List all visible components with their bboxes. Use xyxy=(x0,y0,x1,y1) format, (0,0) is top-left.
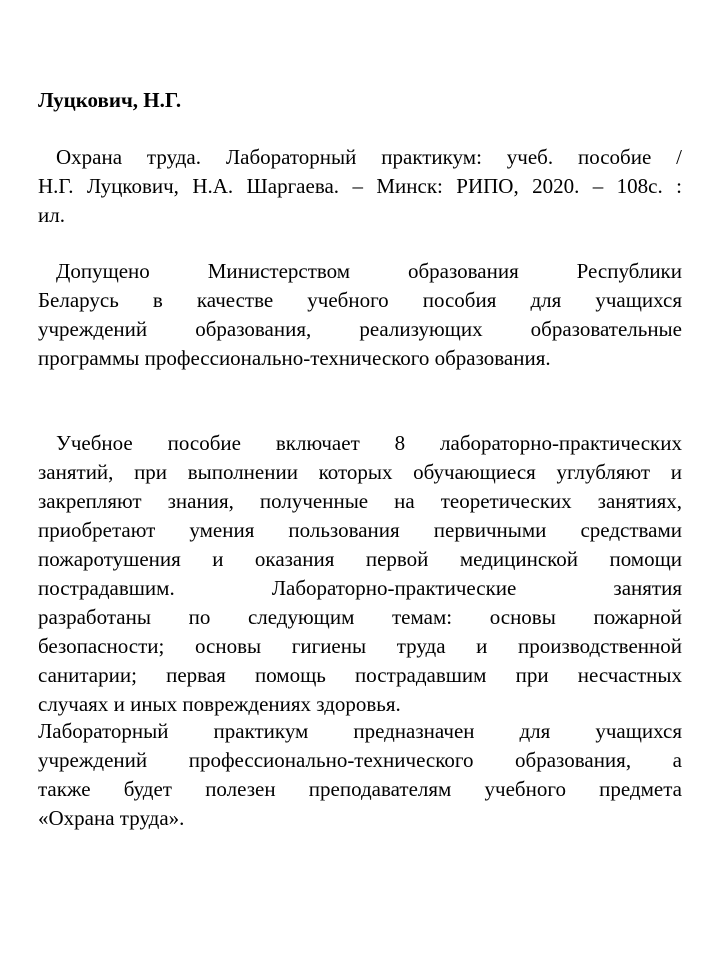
text-line: Допущено Министерством образования Республики xyxy=(56,259,682,283)
text-line: приобретают умения пользования первичными средствами xyxy=(38,518,682,542)
text-line: санитарии; первая помощь пострадавшим при несчастных xyxy=(38,663,682,687)
text-line: занятий, при выполнении которых обучающиеся углубляют и xyxy=(38,460,682,484)
text-line: программы профессионально-технического образования. xyxy=(38,346,551,370)
approval-note xyxy=(38,257,682,373)
text-line: Лабораторный практикум предназначен для учащихся xyxy=(38,719,682,743)
text-line: закрепляют знания, полученные на теоретических занятиях, xyxy=(38,489,682,513)
text-line: разработаны по следующим темам: основы пожарной xyxy=(38,605,682,629)
text-line: пострадавшим. Лабораторно-практические занятия xyxy=(38,576,682,600)
text-line: учреждений профессионально-технического образования, а xyxy=(38,748,682,772)
text-line: ил. xyxy=(38,203,65,227)
text-line: Охрана труда. Лабораторный практикум: учеб. пособие / xyxy=(56,145,682,169)
text-line: Учебное пособие включает 8 лабораторно-практических xyxy=(56,431,682,455)
text-line: также будет полезен преподавателям учебного предмета xyxy=(38,777,682,801)
text-line: Беларусь в качестве учебного пособия для учащихся xyxy=(38,288,682,312)
text-line: Н.Г. Луцкович, Н.А. Шаргаева. – Минск: РИПО, 2020. – 108с. : xyxy=(38,174,682,198)
author-heading: Луцкович, Н.Г. xyxy=(38,88,182,112)
bibliographic-entry xyxy=(38,143,682,230)
annotation-paragraph xyxy=(38,429,682,719)
text-line: случаях и иных повреждениях здоровья. xyxy=(38,692,401,716)
text-line: «Охрана труда». xyxy=(38,806,185,830)
text-line: безопасности; основы гигиены труда и производственной xyxy=(38,634,682,658)
text-line: учреждений образования, реализующих образовательные xyxy=(38,317,682,341)
audience-note xyxy=(38,717,682,833)
text-line: пожаротушения и оказания первой медицинской помощи xyxy=(38,547,682,571)
